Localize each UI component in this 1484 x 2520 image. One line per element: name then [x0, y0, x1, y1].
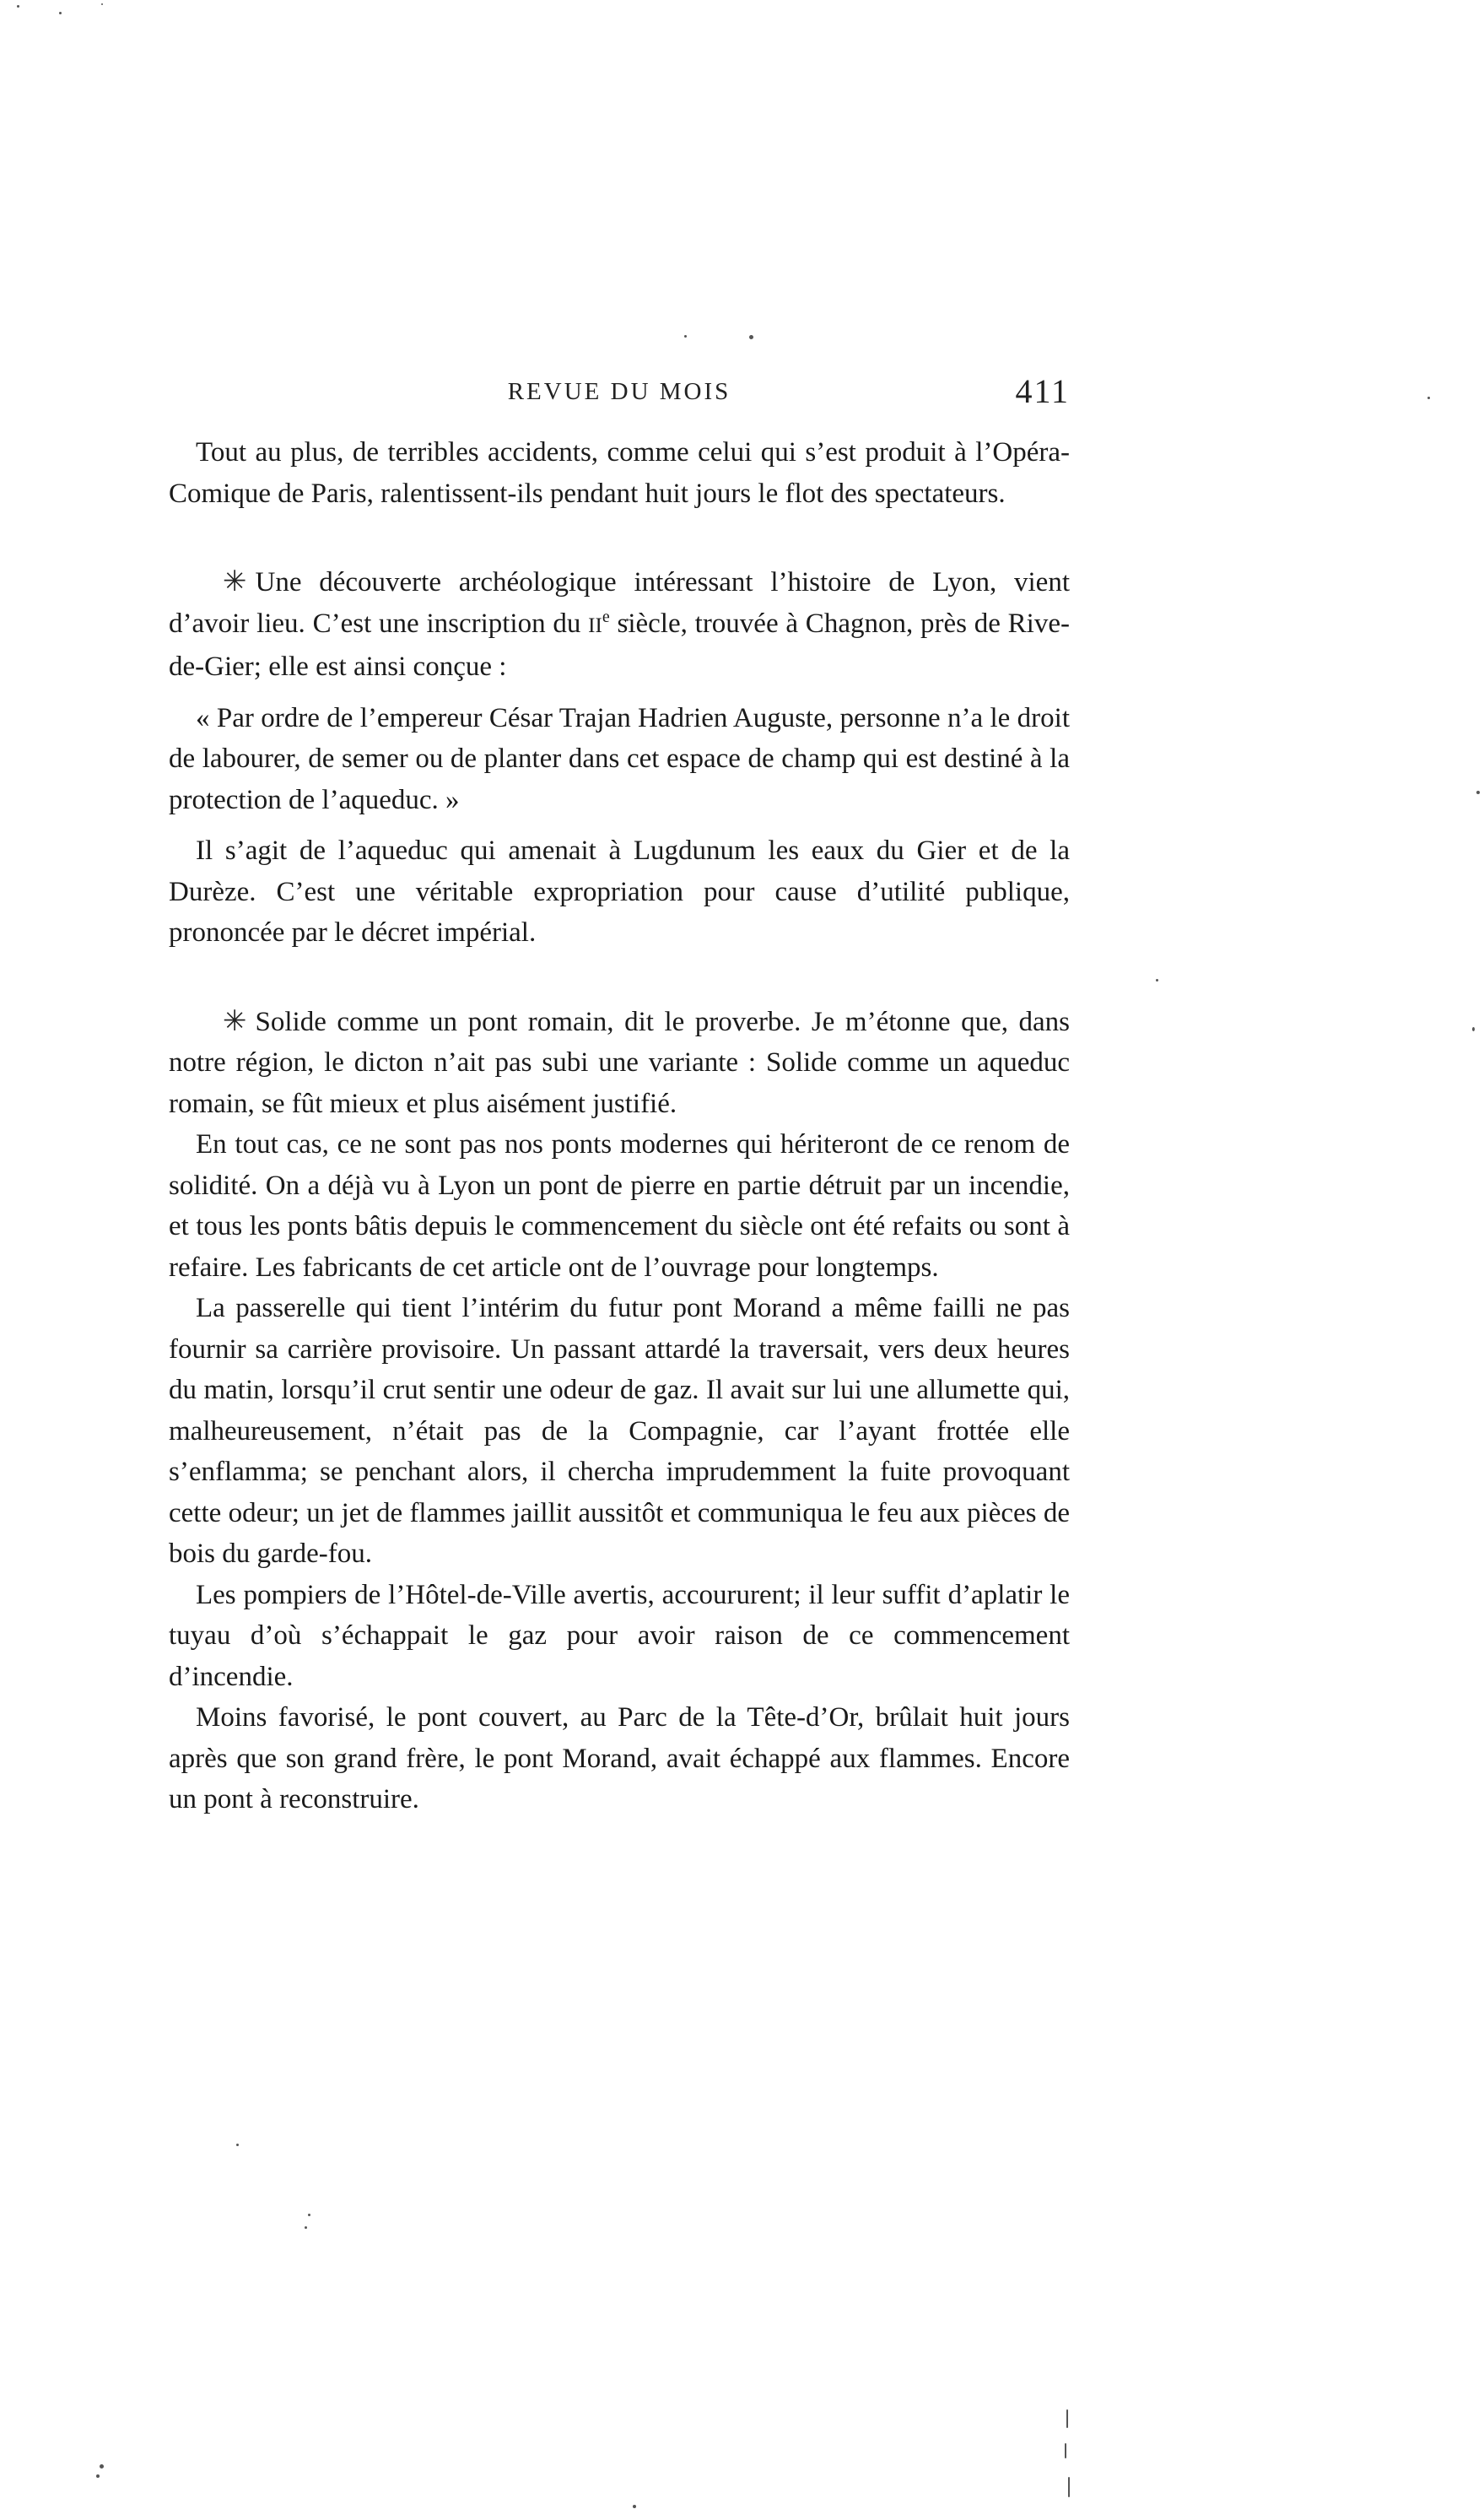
- body-text: [169, 432, 1070, 1820]
- paragraph-gap: [169, 820, 1070, 830]
- ponts-paragraph-1: [169, 1001, 1070, 1125]
- asterisk-icon: ✳: [223, 565, 247, 598]
- ponts-paragraph-3: La passerelle qui tient l’intérim du futur pont Morand a même failli ne pas fournir sa carrière provisoire. Un passant attardé la traversait, vers deux heures du matin, lorsqu’il crut sentir une odeur de gaz. Il avait sur lui une allumette qui, malheureusement, n’était pas de la Compagnie, car l’ayant frottée elle s’enflamma; se penchant alors, il chercha imprudemment la fuite provoquant cette odeur; un jet de flammes jaillit aussitôt et communiqua le feu aux pièces de bois du garde-fou.: [169, 1293, 1070, 1569]
- ponts-paragraph-2: En tout cas, ce ne sont pas nos ponts modernes qui hériteront de ce renom de solidité. On a déjà vu à Lyon un pont de pierre en partie détruit par un incendie, et tous les ponts bâtis depuis le commencement du siècle ont été refaits ou sont à refaire. Les fabricants de cet article ont de l’ouvrage pour longtemps.: [169, 1129, 1070, 1283]
- paragraph-gap: [169, 688, 1070, 698]
- archeo-paragraph-1: [169, 561, 1070, 688]
- ponts-paragraph-5: Moins favorisé, le pont couvert, au Parc de la Tête-d’Or, brûlait huit jours après que son grand frère, le pont Morand, avait échappé aux flammes. Encore un pont à reconstruire.: [169, 1702, 1070, 1814]
- section-gap: [169, 514, 1070, 561]
- running-title: REVUE DU MOIS: [507, 378, 731, 405]
- section-gap: [169, 954, 1070, 1001]
- asterisk-icon: ✳: [223, 1003, 247, 1038]
- page-header: [169, 371, 1070, 422]
- ponts-paragraph-1-text: Solide comme un pont romain, dit le proverbe. Je m’étonne que, dans notre région, le dicton n’ait pas subi une variante : Solide comme un aqueduc romain, se fût mieux et plus aisément justifié.: [169, 1006, 1070, 1119]
- century-superscript: e: [602, 607, 610, 626]
- century-roman: II: [588, 614, 602, 637]
- page-number: 411: [1015, 372, 1070, 410]
- intro-paragraph: Tout au plus, de terribles accidents, comme celui qui s’est produit à l’Opéra-Comique de Paris, ralentissent-ils pendant huit jours le flot des spectateurs.: [169, 437, 1070, 509]
- archeo-text-after: siècle, trouvée à Chagnon, près de Rive-de-Gier; elle est ainsi conçue :: [169, 608, 1070, 682]
- inscription-quote: « Par ordre de l’empereur César Trajan Hadrien Auguste, personne n’a le droit de labourer, de semer ou de planter dans cet espace de champ qui est destiné à la protection de l’aqueduc. »: [169, 702, 1070, 815]
- archeo-text-before: Une découverte archéologique intéressant l’histoire de Lyon, vient d’avoir lieu. C’est une inscription du: [169, 567, 1070, 639]
- ponts-paragraph-4: Les pompiers de l’Hôtel-de-Ville avertis, accoururent; il leur suffit d’aplatir le tuyau d’où s’échappait le gaz pour avoir raison de ce commencement d’incendie.: [169, 1579, 1070, 1692]
- archeo-paragraph-3: Il s’agit de l’aqueduc qui amenait à Lugdunum les eaux du Gier et de la Durèze. C’est une véritable expropriation pour cause d’utilité publique, prononcée par le décret impérial.: [169, 835, 1070, 948]
